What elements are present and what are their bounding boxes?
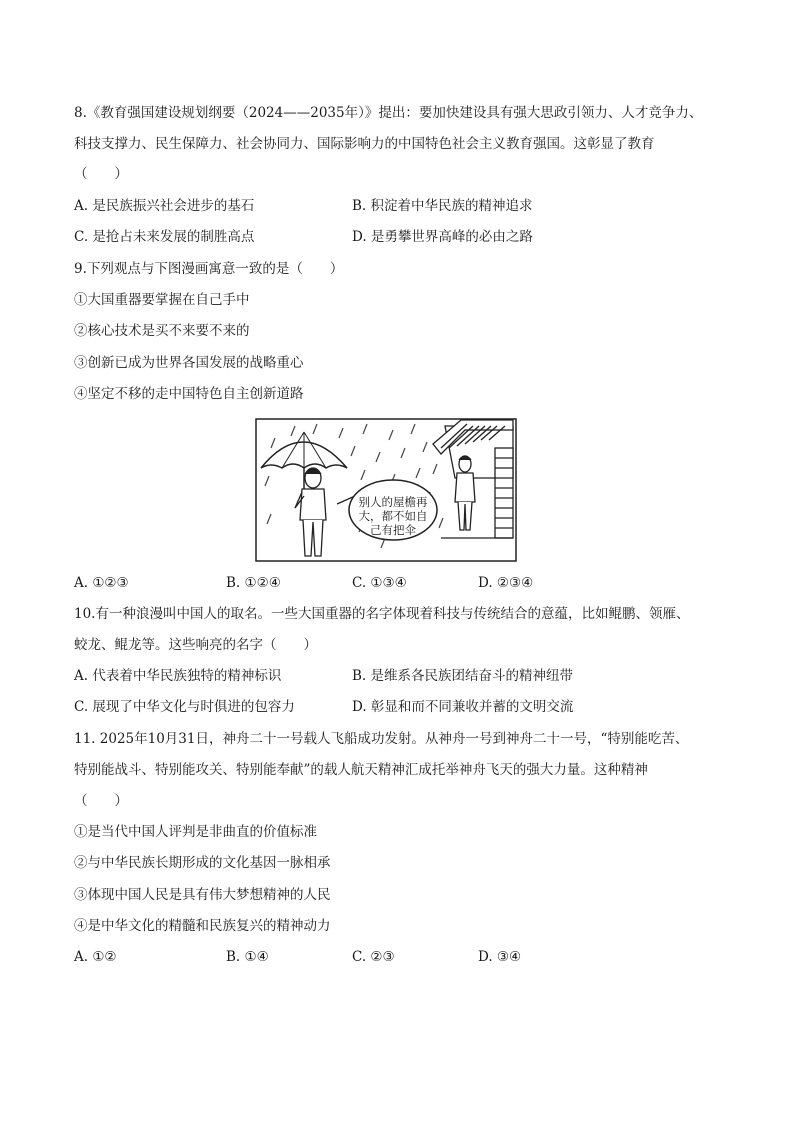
q11-option-c: C. ②③ bbox=[352, 949, 395, 965]
q8-stem-line2: 科技支撑力、民生保障力、社会协同力、国际影响力的中国特色社会主义教育强国。这彰显了教育 bbox=[74, 136, 655, 152]
q9-stem: 9.下列观点与下图漫画寓意一致的是（ ） bbox=[74, 261, 344, 277]
q9-option-a: A. ①②③ bbox=[74, 575, 129, 591]
q8-option-a: A. 是民族振兴社会进步的基石 bbox=[74, 198, 255, 214]
speech-bubble-line-2: 大，都不如自 bbox=[358, 509, 428, 523]
q10-stem-line1: 10.有一种浪漫叫中国人的取名。一些大国重器的名字体现着科技与传统结合的意蕴，比如鲲鹏、领雁、 bbox=[74, 606, 690, 622]
q11-option-d: D. ③④ bbox=[478, 949, 522, 965]
q9-item-1: ①大国重器要掌握在自己手中 bbox=[74, 292, 250, 308]
q10-option-b: B. 是维系各民族团结奋斗的精神纽带 bbox=[352, 668, 574, 684]
q11-option-a: A. ①② bbox=[74, 949, 117, 965]
q9-option-c: C. ①③④ bbox=[352, 575, 407, 591]
q10-stem-line2: 蛟龙、鲲龙等。这些响亮的名字（ ） bbox=[74, 637, 317, 653]
q9-option-b: B. ①②④ bbox=[226, 575, 281, 591]
q8-option-c: C. 是抢占未来发展的制胜高点 bbox=[74, 229, 255, 245]
q10-option-c: C. 展现了中华文化与时俱进的包容力 bbox=[74, 699, 295, 715]
q11-item-3: ③体现中国人民是具有伟大梦想精神的人民 bbox=[74, 887, 331, 903]
q9-item-3: ③创新已成为世界各国发展的战略重心 bbox=[74, 355, 304, 371]
q11-blank: （ ） bbox=[74, 793, 128, 809]
q11-stem-line2: 特别能战斗、特别能攻关、特别能奉献”的载人航天精神汇成托举神舟飞天的强大力量。这种精神 bbox=[74, 762, 648, 778]
q11-stem-line1: 11. 2025年10月31日，神舟二十一号载人飞船成功发射。从神舟一号到神舟二十一号，“特别能吃苦、 bbox=[74, 731, 689, 747]
q8-option-b: B. 积淀着中华民族的精神追求 bbox=[352, 198, 533, 214]
speech-bubble-text bbox=[355, 495, 431, 537]
q11-option-b: B. ①④ bbox=[226, 949, 269, 965]
q10-option-d: D. 彰显和而不同兼收并蓄的文明交流 bbox=[352, 699, 574, 715]
speech-bubble-line-1: 别人的屋檐再 bbox=[358, 495, 428, 509]
q11-item-1: ①是当代中国人评判是非曲直的价值标准 bbox=[74, 824, 317, 840]
q9-item-4: ④坚定不移的走中国特色自主创新道路 bbox=[74, 386, 304, 402]
q11-item-2: ②与中华民族长期形成的文化基因一脉相承 bbox=[74, 855, 331, 871]
q8-option-d: D. 是勇攀世界高峰的必由之路 bbox=[352, 229, 533, 245]
q11-item-4: ④是中华文化的精髓和民族复兴的精神动力 bbox=[74, 918, 331, 934]
speech-bubble-line-3: 己有把伞 bbox=[370, 523, 416, 537]
q9-option-d: D. ②③④ bbox=[478, 575, 534, 591]
q9-item-2: ②核心技术是买不来要不来的 bbox=[74, 323, 250, 339]
q8-blank: （ ） bbox=[74, 166, 128, 182]
q8-stem-line1: 8.《教育强国建设规划纲要（2024——2035年）》提出：要加快建设具有强大思政引领力、人才竞争力、 bbox=[74, 105, 703, 121]
q10-option-a: A. 代表着中华民族独特的精神标识 bbox=[74, 668, 282, 684]
umbrella-cartoon bbox=[255, 418, 517, 562]
